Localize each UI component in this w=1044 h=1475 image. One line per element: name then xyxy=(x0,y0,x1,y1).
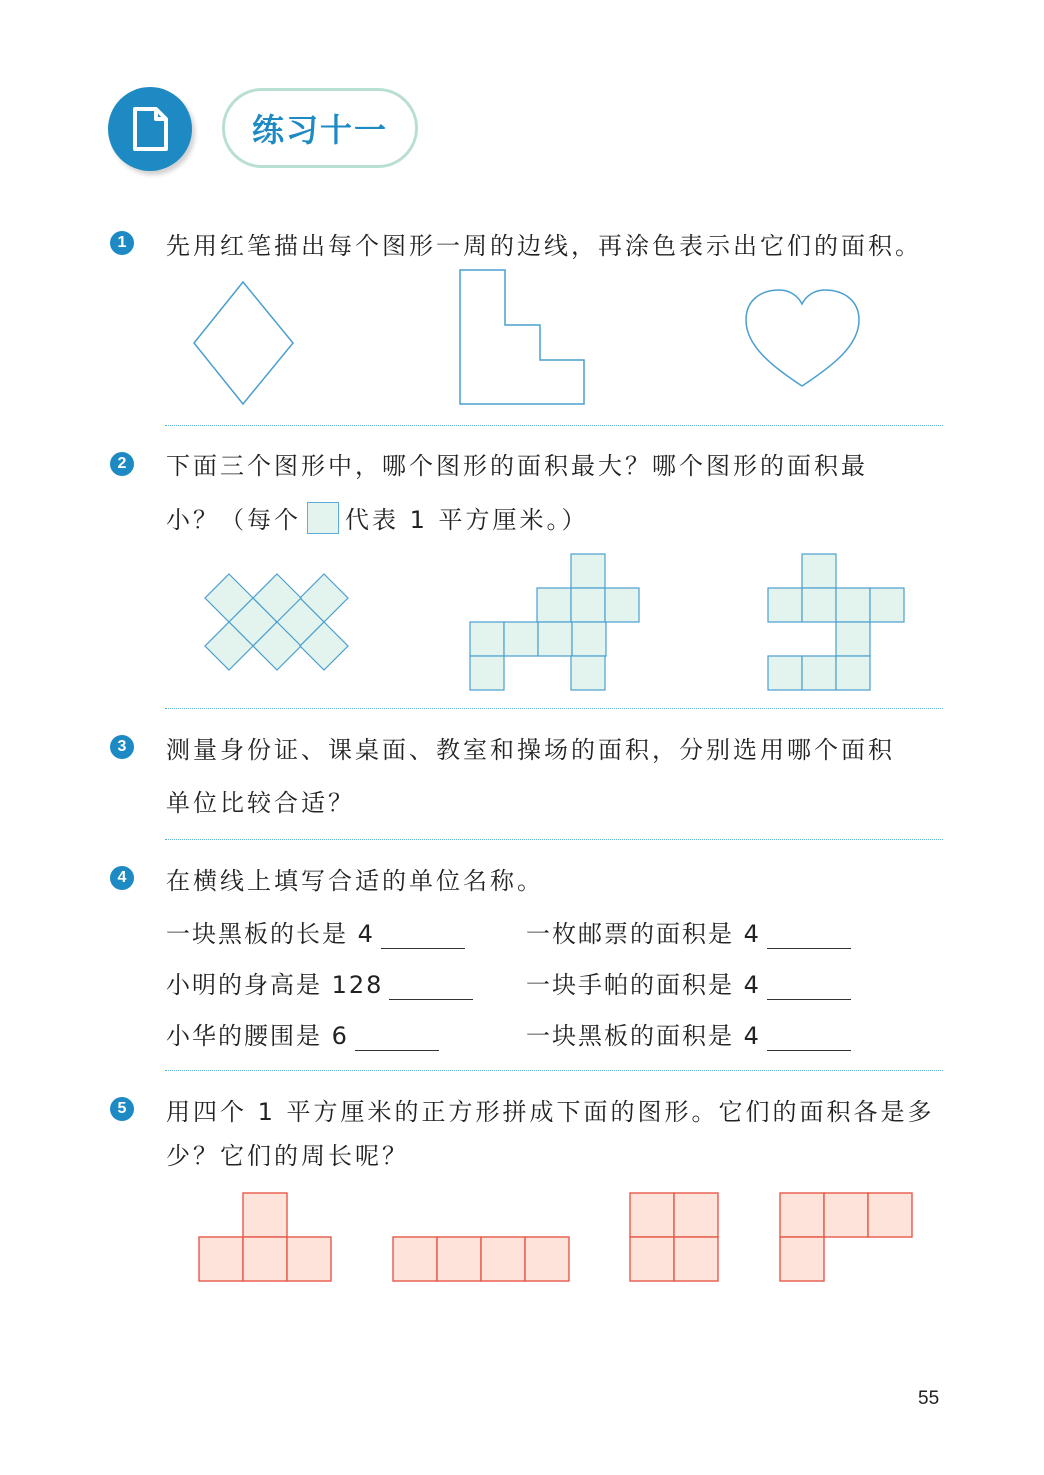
answer-blank[interactable] xyxy=(767,924,851,949)
question-4-text: 在横线上填写合适的单位名称。 xyxy=(166,867,544,895)
question-number-2: 2 xyxy=(110,452,134,476)
grid-shape-c xyxy=(768,554,904,690)
answer-blank[interactable] xyxy=(389,975,473,1000)
unit-square-icon xyxy=(307,502,339,534)
question-number-5: 5 xyxy=(110,1097,134,1121)
question-5-text-line1: 用四个 1 平方厘米的正方形拼成下面的图形。它们的面积各是多 xyxy=(166,1098,935,1126)
heart-shape xyxy=(746,290,859,386)
fill-blank-item xyxy=(526,1016,851,1051)
fill-blank-label: 一块手帕的面积是 4 xyxy=(526,971,761,999)
fill-blank-label: 小华的腰围是 6 xyxy=(166,1022,349,1050)
separator xyxy=(165,708,943,709)
rhombus-shape xyxy=(194,282,293,404)
page-title: 练习十一 xyxy=(251,111,388,149)
question-number-4: 4 xyxy=(110,866,134,890)
answer-blank[interactable] xyxy=(767,975,851,1000)
question-1-shapes xyxy=(0,0,1044,420)
fill-blank-item xyxy=(166,965,473,1000)
square-shape xyxy=(630,1193,718,1281)
question-2-shapes xyxy=(0,540,1044,700)
t-shape xyxy=(199,1193,331,1281)
question-2-text-pre: 小？（每个 xyxy=(166,506,301,534)
fill-blank-label: 一块黑板的长是 4 xyxy=(166,920,375,948)
answer-blank[interactable] xyxy=(381,924,465,949)
question-2-text-line2 xyxy=(166,500,589,535)
separator xyxy=(165,1070,943,1071)
page-number: 55 xyxy=(918,1388,940,1409)
fill-blank-item xyxy=(166,1016,439,1051)
question-3-text-line2: 单位比较合适？ xyxy=(166,789,355,817)
question-number-3: 3 xyxy=(110,735,134,759)
separator xyxy=(165,425,943,426)
grid-shape-b xyxy=(470,554,639,690)
fill-blank-item xyxy=(526,965,851,1000)
fill-blank-item xyxy=(526,914,851,949)
fill-blank-item xyxy=(166,914,465,949)
fill-blank-label: 小明的身高是 128 xyxy=(166,971,384,999)
staircase-shape xyxy=(460,270,584,404)
question-3-text-line1: 测量身份证、课桌面、教室和操场的面积，分别选用哪个面积 xyxy=(166,736,895,764)
question-2-text-post: 代表 1 平方厘米。） xyxy=(345,506,589,534)
question-number-1: 1 xyxy=(110,231,134,255)
fill-blank-label: 一块黑板的面积是 4 xyxy=(526,1022,761,1050)
question-2-text-line1: 下面三个图形中，哪个图形的面积最大？哪个图形的面积最 xyxy=(166,452,868,480)
l-shape xyxy=(780,1193,912,1281)
answer-blank[interactable] xyxy=(355,1026,439,1051)
question-5-text-line2: 少？它们的周长呢？ xyxy=(166,1142,409,1170)
diamond-grid-shape xyxy=(205,574,348,670)
line-shape xyxy=(393,1237,569,1281)
question-5-shapes xyxy=(0,1185,1044,1295)
fill-blank-label: 一枚邮票的面积是 4 xyxy=(526,920,761,948)
question-1-text: 先用红笔描出每个图形一周的边线，再涂色表示出它们的面积。 xyxy=(166,232,922,260)
separator xyxy=(165,839,943,840)
answer-blank[interactable] xyxy=(767,1026,851,1051)
